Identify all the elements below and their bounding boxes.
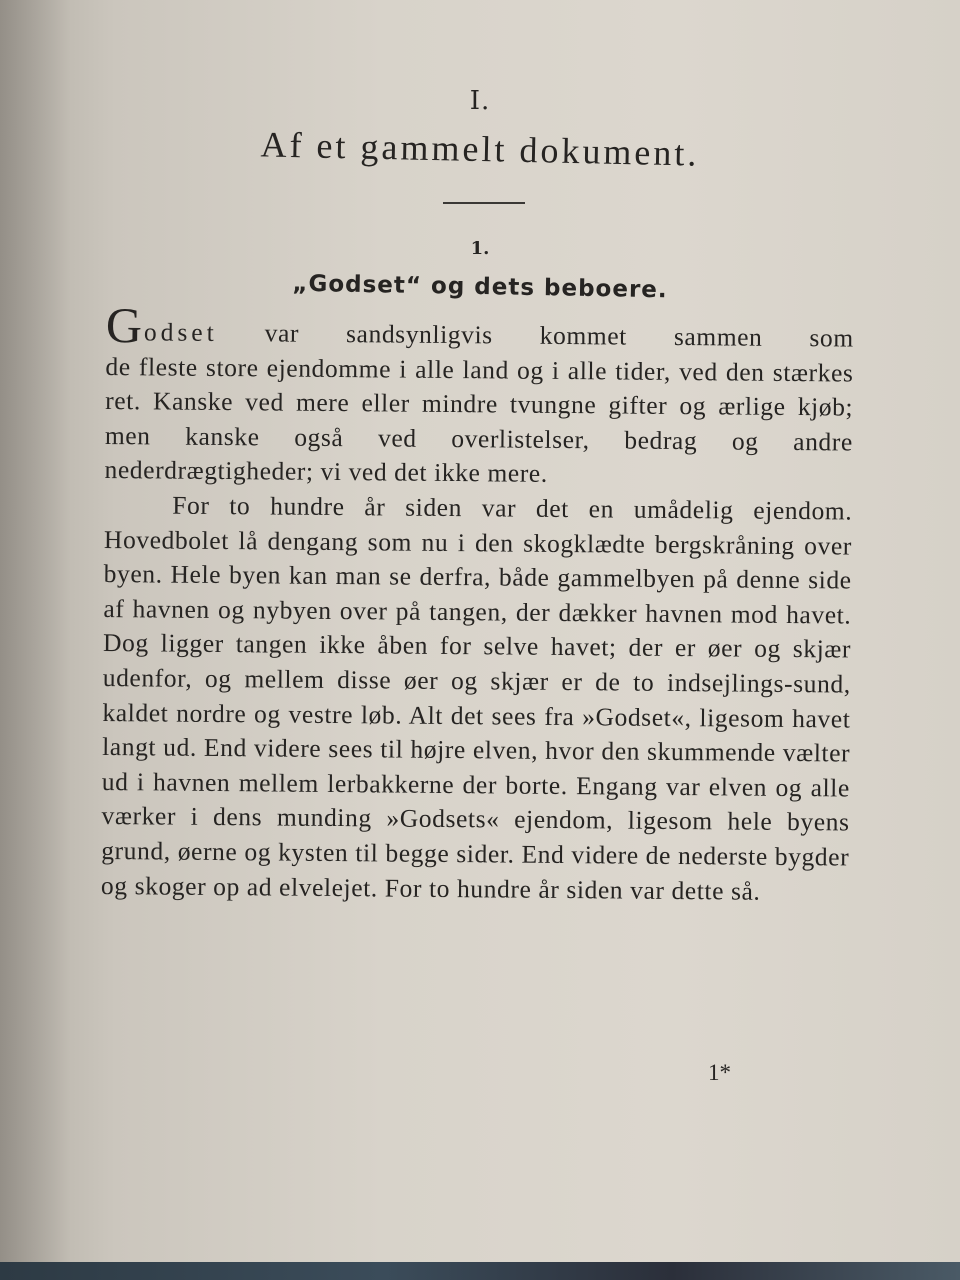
section-title: „Godset“ og dets beboere.: [292, 270, 668, 304]
section-number: 1.: [470, 238, 490, 259]
spine-shadow: [0, 0, 70, 1262]
spaced-word: odset: [143, 317, 218, 347]
paragraph-2: For to hundre år siden var det en umådelig ejendom. Hovedbolet lå dengang som nu i den skogklædte bergskråning over byen. Hele byen kan man se derfra, både gammelbyen på denne side af havnen og nybyen over på tangen, der dækker havnen mod havet. Dog ligger tangen ikke åben for selve havet; der er øer og skjær udenfor, og mellem disse øer og skjær er de to indsejlings-sund, kaldet nordre og vestre løb. Alt det sees fra »Godset«, ligesom havet langt ud. End videre sees til højre elven, hvor den skummende vælter ud i havnen mellem lerbakkerne der borte. Engang var elven og alle værker i dens munding »Godsets« ejendom, ligesom hele byens grund, øerne og kysten til begge sider. End videre de nederste bygder og skoger op ad elvelejet. For to hundre år siden var dette så.: [100, 490, 853, 906]
chapter-number: I.: [469, 86, 491, 116]
drop-cap: G: [105, 297, 145, 354]
body-text: [100, 297, 854, 910]
paragraph-1-first-line: [105, 297, 854, 356]
background-strip: [0, 1262, 960, 1280]
paragraph-1: [104, 297, 854, 494]
title-divider: [443, 202, 525, 204]
chapter-title: Af et gammelt dokument.: [260, 124, 700, 174]
signature-mark: 1*: [708, 1060, 731, 1085]
paragraph-1-first-line-rest: var sandsynligvis kommet sammen som: [217, 317, 854, 353]
paragraph-1-rest: de fleste store ejendomme i alle land og i alle tider, ved den stærkes ret. Kanske ved mere eller mindre tvungne gifter og ærlige kjøb; men kanske også ved overlistelser, bedrag og andre nederdrægtigheder; vi ved det ikke mere.: [104, 351, 854, 489]
